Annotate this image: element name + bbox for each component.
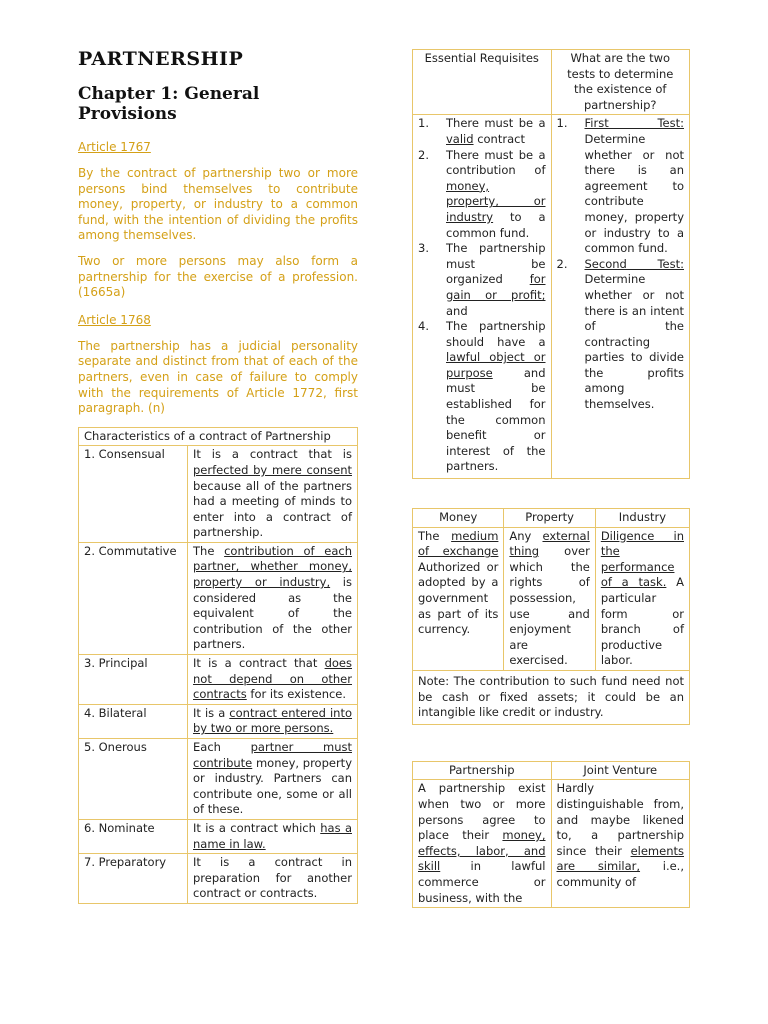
characteristic-row: [79, 655, 358, 705]
industry-header: Industry: [595, 509, 689, 528]
money-text: The: [418, 528, 452, 543]
requisite-underlined: money, property, or industry: [446, 178, 546, 224]
joint-venture-underlined: elements are similar,: [556, 843, 684, 874]
test-text: [585, 257, 685, 413]
characteristic-text-rest: is considered as the equivalent of the contribution of the other partners.: [193, 575, 352, 652]
requisite-item: [418, 241, 546, 319]
tests-cell: [551, 115, 690, 479]
characteristic-text-rest: money, property or industry. Partners can contribute one, some or all of these.: [193, 755, 352, 817]
test-item: [557, 257, 685, 413]
test-title: First Test:: [584, 116, 684, 131]
test-item: [557, 116, 685, 256]
test-number: 1.: [556, 116, 568, 131]
comparison-table: [412, 761, 690, 908]
requisite-item: [418, 148, 546, 242]
requisite-item: [418, 319, 546, 475]
characteristic-underlined: does not depend on other contracts: [193, 656, 352, 702]
characteristics-table: [78, 427, 358, 904]
characteristic-name: 6. Nominate: [79, 819, 188, 853]
property-text-rest: over which the rights of possession, use and enjoyment are exercised.: [509, 544, 590, 668]
contribution-note: Note: The contribution to such fund need not be cash or fixed assets; it could be an intangible like credit or industry.: [413, 670, 690, 724]
article-1767-heading: Article 1767: [78, 140, 151, 154]
characteristic-text: Each: [193, 740, 251, 754]
joint-venture-header: Joint Venture: [551, 761, 690, 780]
requisite-text-rest: and: [446, 303, 468, 318]
characteristic-text: It is a contract which: [193, 820, 321, 835]
requisite-text-rest: and must be established for the common benefit or interest of the partners.: [446, 365, 546, 474]
property-underlined: external thing: [509, 528, 590, 559]
partnership-cell: [413, 780, 552, 908]
requisite-underlined: lawful object or purpose: [446, 350, 546, 380]
requisite-text-rest: to a common fund.: [446, 209, 546, 240]
characteristic-text: It is a: [193, 705, 230, 720]
joint-venture-cell: [551, 780, 690, 908]
characteristic-row: [79, 542, 358, 654]
requisite-text: [446, 241, 546, 319]
contributions-table: [412, 508, 690, 725]
requisites-table: [412, 49, 690, 479]
characteristic-description: [188, 854, 358, 904]
partnership-header: Partnership: [413, 761, 552, 780]
article-1768-heading: Article 1768: [78, 312, 151, 327]
tests-header: What are the two tests to determine the existence of partnership?: [551, 50, 690, 115]
joint-venture-text-rest: i.e., community of: [556, 859, 684, 889]
characteristic-underlined: perfected by mere consent: [193, 462, 352, 477]
property-cell: [504, 527, 595, 670]
article-1767-paragraph-1: By the contract of partnership two or more persons bind themselves to contribute money, property, or industry to a common fund, with the intention of dividing the profits among themselves.: [78, 166, 358, 243]
money-cell: [413, 527, 504, 670]
requisites-header: Essential Requisites: [413, 50, 552, 115]
characteristic-description: [188, 446, 358, 543]
right-column: [412, 49, 690, 908]
characteristic-row: [79, 739, 358, 820]
test-text: [585, 116, 685, 256]
joint-venture-text: Hardly distinguishable from, and maybe likened to, a partnership since their: [556, 781, 684, 858]
characteristic-name: 1. Consensual: [79, 446, 188, 543]
requisites-cell: [413, 115, 552, 479]
characteristic-text-rest: for its existence.: [246, 687, 347, 702]
chapter-title: Chapter 1: General Provisions: [78, 84, 260, 124]
characteristic-description: [188, 542, 358, 654]
characteristic-name: 7. Preparatory: [79, 854, 188, 904]
partnership-text-rest: in lawful commerce or business, with the: [418, 859, 546, 905]
requisite-number: 3.: [418, 241, 429, 256]
money-text-rest: Authorized or adopted by a government as part of its currency.: [418, 559, 499, 637]
characteristic-text: The: [193, 543, 225, 558]
requisite-underlined: for gain or profit;: [446, 272, 546, 302]
characteristic-underlined: contribution of each partner, whether money, property or industry,: [193, 543, 353, 590]
requisite-text-start: There must be a contribution of: [446, 147, 546, 178]
characteristic-underlined: has a name in law.: [193, 820, 352, 851]
test-number: 2.: [556, 256, 568, 271]
money-underlined: medium of exchange: [418, 528, 499, 559]
test-description: Determine whether or not there is an intent of the contracting parties to divide the profits among themselves.: [584, 272, 684, 412]
characteristic-description: [188, 819, 358, 853]
requisite-underlined: valid: [446, 131, 474, 146]
industry-text-rest: A particular form or branch of productive labor.: [600, 575, 684, 668]
requisites-list: [418, 116, 546, 475]
left-column: [78, 48, 358, 904]
characteristic-text: It is a contract that is: [193, 447, 352, 462]
characteristic-row: [79, 704, 358, 738]
requisite-number: 2.: [418, 147, 429, 162]
requisite-text-start: There must be a: [446, 116, 546, 131]
requisite-text: [446, 319, 546, 475]
property-text: Any: [509, 528, 543, 543]
characteristic-name: 4. Bilateral: [79, 704, 188, 738]
partnership-text: A partnership exist when two or more persons agree to place their: [418, 781, 546, 843]
requisite-text-rest: contract: [473, 131, 525, 146]
characteristic-text-rest: because all of the partners had a meeting of minds to enter into a contract of partnership.: [193, 478, 352, 540]
characteristic-text: It is a contract in preparation for another contract or contracts.: [193, 855, 352, 901]
characteristic-text: It is a contract that: [193, 656, 325, 671]
test-title: Second Test:: [584, 256, 684, 271]
requisite-text-start: The partnership should have a: [446, 319, 546, 349]
test-description: Determine whether or not there is an agreement to contribute money, property or industry to a common fund.: [584, 131, 684, 256]
characteristic-name: 2. Commutative: [79, 542, 188, 654]
industry-cell: [595, 527, 689, 670]
requisite-item: [418, 116, 546, 147]
tests-list: [557, 116, 685, 412]
characteristic-row: [79, 854, 358, 904]
requisite-text: [446, 148, 546, 242]
characteristic-name: 5. Onerous: [79, 739, 188, 820]
requisite-number: 1.: [418, 116, 429, 131]
requisite-text: [446, 116, 546, 147]
page-title: PARTNERSHIP: [78, 48, 244, 70]
partnership-underlined: money, effects, labor, and skill: [418, 828, 546, 874]
money-header: Money: [413, 509, 504, 528]
characteristics-header: Characteristics of a contract of Partnership: [79, 427, 358, 446]
requisite-number: 4.: [418, 319, 429, 334]
characteristic-description: [188, 655, 358, 705]
property-header: Property: [504, 509, 595, 528]
article-1767-paragraph-2: Two or more persons may also form a partnership for the exercise of a profession. (1665a): [78, 253, 358, 300]
characteristic-name: 3. Principal: [79, 655, 188, 705]
characteristic-description: [188, 704, 358, 738]
characteristic-description: [188, 739, 358, 820]
characteristic-underlined: partner must contribute: [193, 740, 352, 770]
requisite-text-start: The partnership must be organized: [446, 241, 546, 287]
characteristic-underlined: contract entered into by two or more persons.: [193, 705, 352, 736]
article-1768-paragraph-1: The partnership has a judicial personality separate and distinct from that of each of the partners, even in case of failure to comply with the requirements of Article 1772, first paragraph. (n): [78, 338, 358, 416]
industry-underlined: Diligence in the performance of a task.: [600, 528, 684, 590]
characteristic-row: [79, 819, 358, 853]
characteristic-row: [79, 446, 358, 543]
